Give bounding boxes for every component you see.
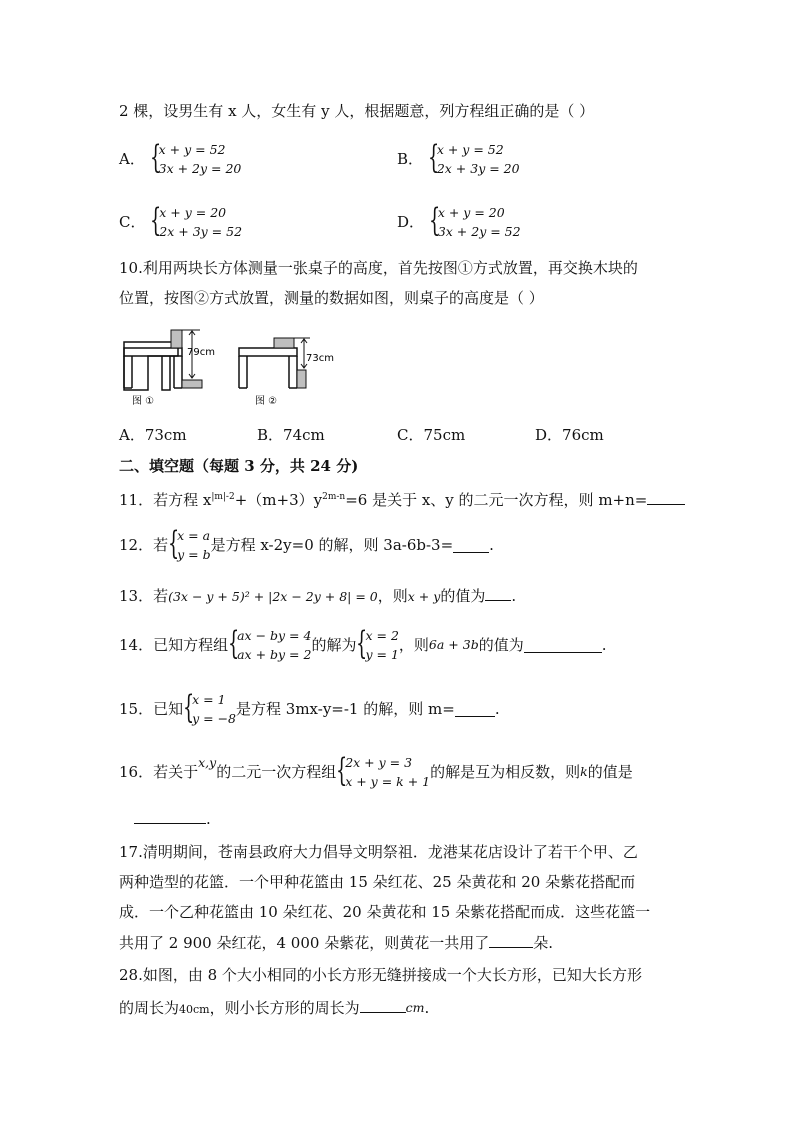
q14 (119, 626, 607, 664)
q17-line2: 两种造型的花篮．一个甲种花篮由 15 朵红花、25 朵黄花和 20 朵紫花搭配而 (119, 873, 636, 891)
equation-system (429, 203, 521, 241)
wood-block (274, 338, 294, 348)
equation-system (228, 626, 311, 664)
q16-vars: x,y (198, 755, 217, 770)
q15-end: . (494, 700, 500, 718)
table-figure (118, 326, 348, 408)
equation-line: y = b (177, 547, 211, 562)
brace-icon: { (150, 201, 162, 239)
q13-mid: ，则 (377, 587, 408, 605)
equation-line: 2x + 3y = 20 (436, 161, 520, 176)
equation-line: 3x + 2y = 52 (437, 224, 521, 239)
q11 (119, 487, 685, 510)
q10-option-d[interactable]: D．76cm (535, 426, 604, 444)
answer-blank[interactable] (489, 933, 533, 948)
q14-suffix: 的值为 (478, 636, 524, 654)
q16-suffix2: 的值是 (587, 763, 633, 781)
exponent: |m|-2 (211, 492, 235, 502)
wood-block (297, 370, 306, 388)
equation-line: x + y = k + 1 (345, 774, 431, 789)
option-label: B． (397, 150, 424, 168)
q15-suffix: 是方程 3mx-y=-1 的解，则 m= (236, 700, 455, 718)
q17-line1: 17.清明期间，苍南县政府大力倡导文明祭祖．龙港某花店设计了若干个甲、乙 (119, 843, 638, 861)
q17-line3: 成．一个乙种花篮由 10 朵红花、20 朵黄花和 15 朵紫花搭配而成．这些花篮一 (119, 903, 651, 921)
brace-icon: { (168, 524, 180, 562)
q14-expression: 6a + 3b (428, 637, 479, 652)
q13-variable: x + y (407, 589, 441, 604)
q18-prefix: 的周长为 (119, 999, 180, 1017)
equation-line: x + y = 52 (436, 142, 504, 157)
brace-icon: { (336, 751, 348, 789)
q10-line1: 10.利用两块长方体测量一张桌子的高度，首先按图①方式放置，再交换木块的 (119, 259, 638, 277)
equation-line: x = a (177, 528, 211, 543)
option-label: C． (119, 213, 146, 231)
q17-last-prefix: 共用了 2 900 朵红花，4 000 朵紫花，则黄花一共用了 (119, 934, 490, 952)
q18-perimeter: 40cm (179, 1003, 210, 1016)
wood-block (182, 380, 202, 388)
q18-mid: ，则小长方形的周长为 (209, 999, 360, 1017)
equation-line: 3x + 2y = 20 (158, 161, 242, 176)
q11-prefix: 11．若方程 x (119, 491, 212, 509)
q15 (119, 690, 500, 728)
answer-blank[interactable] (360, 998, 406, 1013)
equation-line: x + y = 52 (158, 142, 226, 157)
q18-line1: 28.如图，由 8 个大小相同的小长方形无缝拼接成一个大长方形，已知大长方形 (119, 966, 642, 984)
q18-end: . (424, 999, 430, 1017)
answer-blank[interactable] (455, 702, 495, 717)
brace-icon: { (183, 688, 195, 726)
section-title: 二、填空题（每题 3 分，共 24 分) (119, 457, 359, 475)
q17-last-suffix: 朵. (533, 934, 553, 952)
q18-unit: cm (405, 1000, 425, 1015)
q16-mid: 的二元一次方程组 (216, 763, 337, 781)
q10-option-c[interactable]: C．75cm (397, 426, 466, 444)
q11-suffix: =6 是关于 x、y 的二元一次方程，则 m+n= (345, 491, 648, 509)
brace-icon: { (427, 138, 440, 176)
equation-line: x + y = 20 (159, 205, 227, 220)
q14-prefix: 14．已知方程组 (119, 636, 229, 654)
q13-end: . (511, 587, 517, 605)
wood-block (171, 330, 182, 348)
equation-line: ax − by = 4 (237, 628, 312, 643)
q12-prefix: 12．若 (119, 536, 169, 554)
solution-system (356, 626, 398, 664)
option-label: D． (397, 213, 425, 231)
equation-system (150, 203, 242, 241)
q9-option-a[interactable] (119, 140, 241, 178)
equation-line: y = 1 (365, 647, 399, 662)
equation-system (150, 140, 242, 178)
equation-line: 2x + y = 3 (345, 755, 413, 770)
measure-label: 79cm (187, 347, 215, 358)
exponent: 2m-n (322, 492, 346, 502)
equation-line: x = 1 (192, 692, 226, 707)
answer-blank[interactable] (524, 638, 602, 653)
q13-suffix: 的值为 (440, 587, 486, 605)
q16-suffix: 的解是互为相反数，则 (430, 763, 581, 781)
equation-line: x + y = 20 (437, 205, 505, 220)
q14-mid: 的解为 (311, 636, 357, 654)
q15-prefix: 15．已知 (119, 700, 184, 718)
q9-option-d[interactable] (397, 203, 521, 241)
figure-label: 图 ② (255, 396, 278, 407)
q9-option-c[interactable] (119, 203, 242, 241)
q16-answer-line (134, 809, 211, 829)
q11-mid: +（m+3）y (234, 491, 323, 509)
q12-suffix: 是方程 x-2y=0 的解，则 3a-6b-3= (210, 536, 454, 554)
q13-prefix: 13．若 (119, 587, 169, 605)
q16 (119, 753, 633, 791)
q12 (119, 526, 494, 564)
q17-line4 (119, 933, 553, 953)
equation-system (336, 753, 430, 791)
q13-expression: (3x − y + 5)² + |2x − 2y + 8| = 0 (168, 589, 378, 604)
q9-option-b[interactable] (397, 140, 520, 178)
equation-line: y = −8 (192, 711, 237, 726)
equation-line: x = 2 (365, 628, 399, 643)
answer-blank[interactable] (453, 538, 489, 553)
q10-option-a[interactable]: A．73cm (119, 426, 187, 444)
brace-icon: { (428, 201, 441, 239)
q12-end: . (489, 536, 494, 554)
answer-blank[interactable] (647, 490, 685, 505)
measure-label: 73cm (306, 353, 334, 364)
q18-line2 (119, 998, 429, 1020)
equation-line: 2x + 3y = 52 (159, 224, 243, 239)
brace-icon: { (149, 138, 161, 176)
q9-stem: 2 棵，设男生有 x 人，女生有 y 人，根据题意，列方程组正确的是（ ） (119, 102, 595, 120)
q14-mid2: ，则 (398, 636, 429, 654)
brace-icon: { (356, 624, 368, 662)
answer-blank[interactable] (134, 809, 206, 824)
figure-label: 图 ① (132, 396, 155, 407)
q13 (119, 586, 516, 607)
q14-end: . (601, 636, 607, 654)
option-label: A． (119, 150, 145, 168)
q10-option-b[interactable]: B．74cm (257, 426, 325, 444)
equation-system (168, 526, 210, 564)
q16-prefix: 16．若关于 (119, 763, 199, 781)
brace-icon: { (228, 624, 240, 662)
q10-line2: 位置，按图②方式放置，测量的数据如图，则桌子的高度是（ ） (119, 289, 544, 307)
equation-system (428, 140, 520, 178)
q16-end: . (206, 810, 211, 828)
q16-k: k (580, 764, 588, 779)
answer-blank[interactable] (485, 586, 511, 601)
equation-system (183, 690, 236, 728)
equation-line: ax + by = 2 (237, 647, 312, 662)
